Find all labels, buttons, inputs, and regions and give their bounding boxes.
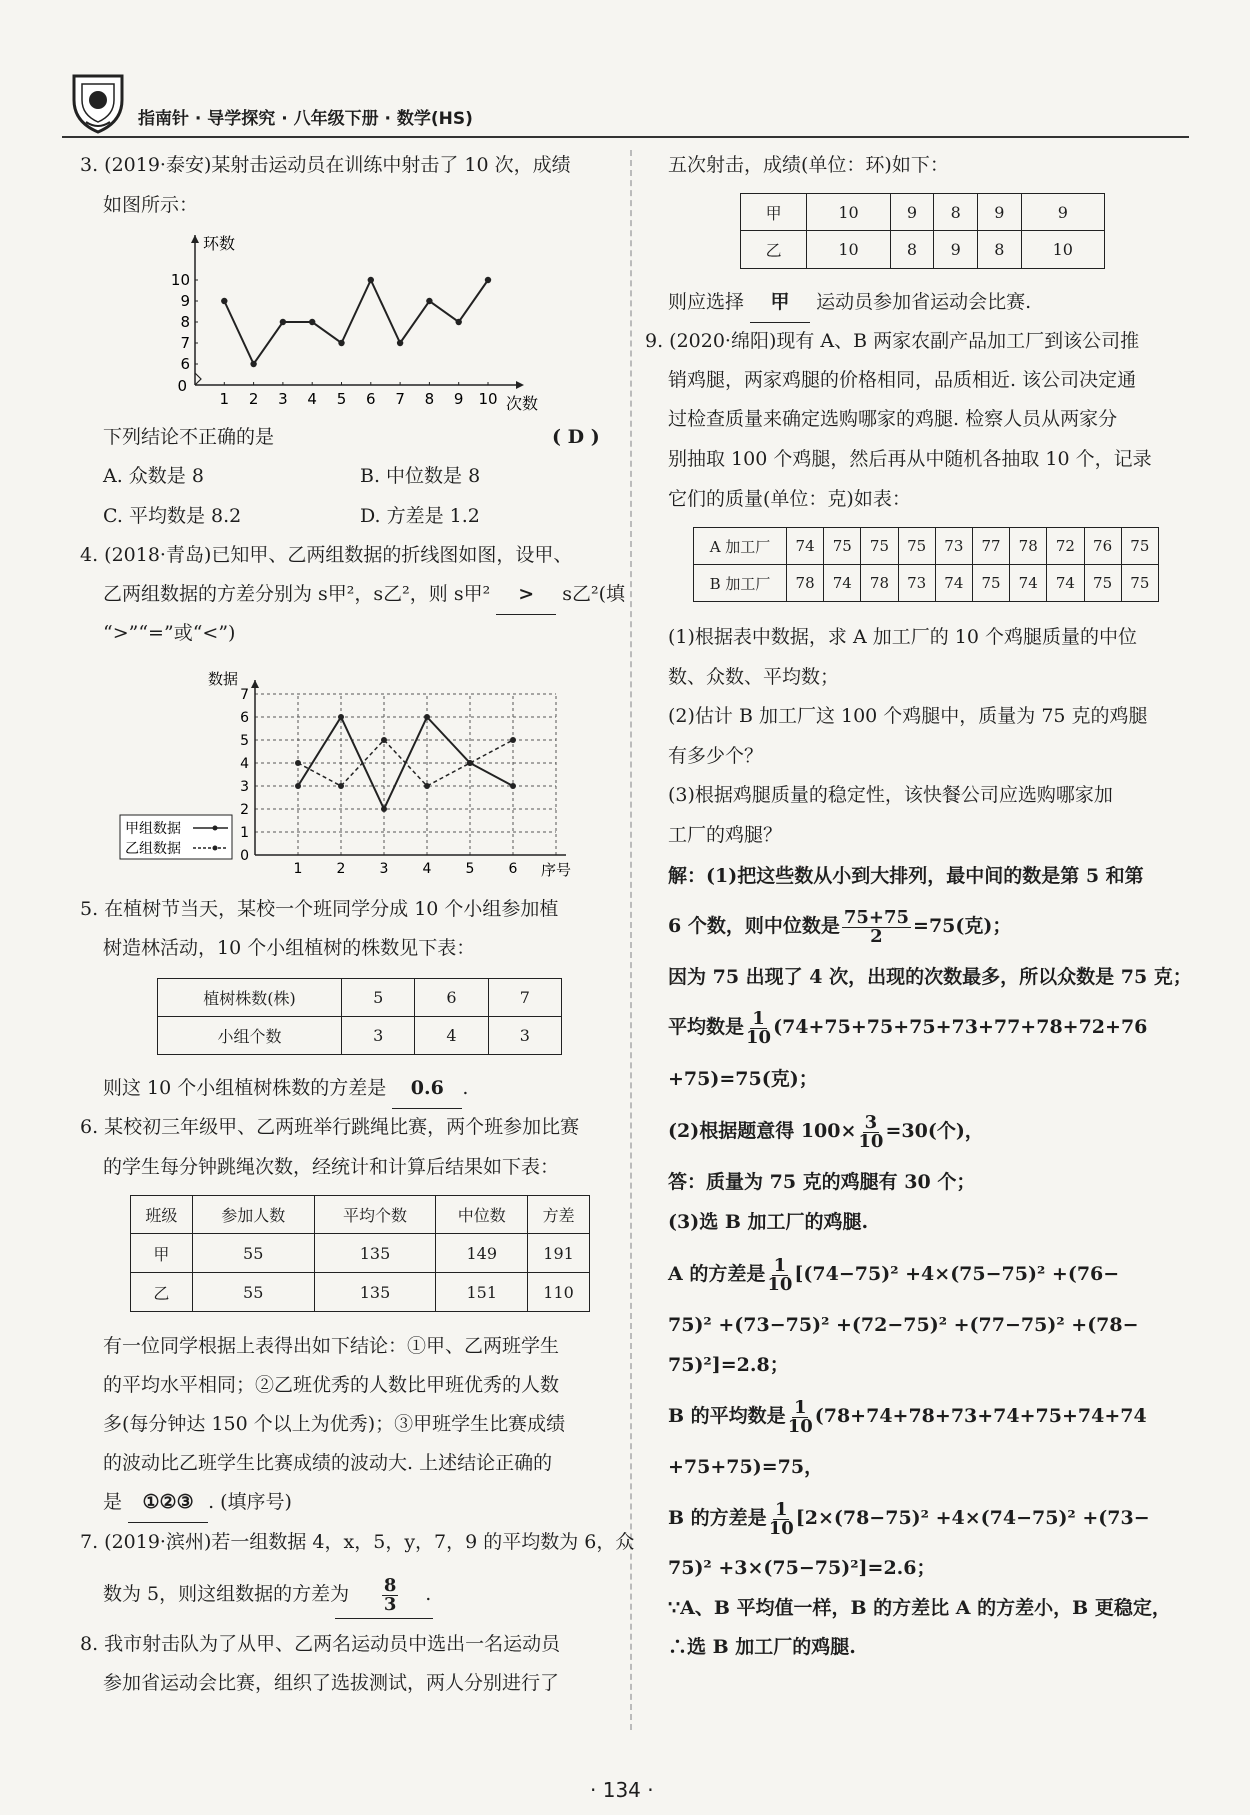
- series-point-yi: [467, 760, 473, 766]
- q9-solution-line: 解：(1)把这些数从小到大排列，最中间的数是第 5 和第: [668, 865, 1144, 887]
- y-axis-arrow: [251, 680, 259, 688]
- q9-solution-line: 答：质量为 75 克的鸡腿有 30 个；: [668, 1171, 976, 1193]
- q9-sol-fraction: [746, 1007, 772, 1048]
- q9-sol-text: 平均数是: [668, 1016, 745, 1038]
- q9-cell: B 加工厂: [694, 565, 787, 602]
- q9-cell: 73: [935, 528, 972, 565]
- q9-line: 过检查质量来确定选购哪家的鸡腿. 检察人员从两家分: [668, 408, 1118, 430]
- q8-stem-2: 参加省运动会比赛，组织了选拔测试，两人分别进行了: [103, 1672, 560, 1694]
- y-tick-label: 6: [180, 355, 190, 373]
- q6-para-4: 的波动比乙班学生比赛成绩的波动大. 上述结论正确的: [103, 1452, 553, 1474]
- q3-line-chart: [150, 230, 540, 415]
- x-tick-label: 3: [278, 390, 288, 408]
- x-tick-label: 6: [366, 390, 376, 408]
- q3-stem-2: 如图所示：: [103, 194, 199, 216]
- q5-end: .: [462, 1077, 469, 1099]
- q9-part: (1)根据表中数据，求 A 加工厂的 10 个鸡腿质量的中位: [668, 626, 1137, 648]
- q9-cell: 74: [824, 565, 861, 602]
- x-tick-label: 5: [465, 861, 475, 877]
- x-tick-label: 7: [395, 390, 405, 408]
- q6-table: [130, 1195, 590, 1312]
- q8-cell: 9: [890, 194, 934, 231]
- q6-para-5-end: . (填序号): [208, 1491, 292, 1513]
- q6-cell: 135: [314, 1273, 436, 1312]
- q9-sol-text: 6 个数，则中位数是: [668, 915, 840, 937]
- y-tick-label: 1: [240, 825, 249, 841]
- page-number-value: 134: [602, 1778, 641, 1802]
- q3-stem-1: 3. (2019·泰安)某射击运动员在训练中射击了 10 次，成绩: [80, 154, 571, 176]
- q5-cell: 3: [488, 1017, 561, 1055]
- q9-frac-num: 75+75: [843, 906, 910, 928]
- q9-part: (2)估计 B 加工厂这 100 个鸡腿中，质量为 75 克的鸡腿: [668, 705, 1148, 727]
- q8-question-text: 则应选择: [668, 291, 745, 313]
- header-title: 指南针 · 导学探究 · 八年级下册 · 数学(HS): [138, 109, 473, 129]
- q9-solution-line: +75)=75(克)；: [668, 1068, 818, 1090]
- series-point-jia: [295, 783, 301, 789]
- page-number: · 134 ·: [590, 1778, 654, 1802]
- q5-cell: 7: [488, 979, 561, 1017]
- score-point: [250, 361, 256, 367]
- shield-logo-icon: [68, 70, 128, 136]
- q7-answer-fraction: [382, 1574, 399, 1615]
- q7-frac-num: 8: [383, 1574, 397, 1596]
- q9-sol-fraction: [858, 1111, 884, 1152]
- score-point: [397, 340, 403, 346]
- y-tick-label: 4: [240, 756, 249, 772]
- q8-cell: 8: [934, 194, 978, 231]
- q4-stem-3: “>”“=”或“<”): [103, 622, 236, 644]
- q9-sol-text: =75(克)；: [913, 915, 1012, 937]
- score-point: [280, 319, 286, 325]
- q9-cell: 78: [787, 565, 824, 602]
- series-point-yi: [424, 783, 430, 789]
- q9-cell: 74: [1047, 565, 1084, 602]
- q9-solution-line: [668, 907, 1011, 946]
- q5-cell: 小组个数: [158, 1017, 342, 1055]
- y-axis-title: 数据: [207, 670, 239, 688]
- score-point: [456, 319, 462, 325]
- y-tick-label: 0: [240, 848, 249, 864]
- y-tick-label: 10: [170, 271, 190, 289]
- q9-sol-text: B 的方差是: [668, 1507, 767, 1529]
- q9-cell: 78: [861, 565, 898, 602]
- q6-stem-2: 的学生每分钟跳绳次数，经统计和计算后结果如下表：: [103, 1156, 560, 1178]
- y-tick-label: 5: [240, 733, 249, 749]
- q8-stem-1: 8. 我市射击队为了从甲、乙两名运动员中选出一名运动员: [80, 1633, 561, 1655]
- q6-para-5-text: 是: [103, 1491, 123, 1513]
- x-tick-label: 2: [336, 861, 346, 877]
- q9-solution-line: [668, 1255, 1119, 1294]
- q6-para-5: [103, 1483, 292, 1523]
- q8-question-end: 运动员参加省运动会比赛.: [816, 291, 1032, 313]
- q4-answer-blank: >: [496, 575, 556, 615]
- q9-solution-line: (3)选 B 加工厂的鸡腿.: [668, 1211, 869, 1233]
- q5-cell: 4: [415, 1017, 488, 1055]
- q9-part: 有多少个？: [668, 745, 764, 767]
- q9-sol-text: B 的平均数是: [668, 1405, 786, 1427]
- q9-solution-line: [668, 1008, 1147, 1047]
- q8-table: [740, 193, 1105, 269]
- q4-stem-2-text: 乙两组数据的方差分别为 s甲²，s乙²，则 s甲²: [103, 583, 491, 605]
- q9-sol-text: [(74−75)² +4×(75−75)² +(76−: [794, 1263, 1120, 1285]
- q6-cell: 55: [192, 1234, 314, 1273]
- q8-cell: 10: [1021, 231, 1104, 269]
- q8-cell: 乙: [741, 231, 807, 269]
- q5-cell: 5: [342, 979, 415, 1017]
- q6-para-2: 的平均水平相同；②乙班优秀的人数比甲班优秀的人数: [103, 1374, 560, 1396]
- q3-question: 下列结论不正确的是: [103, 426, 275, 448]
- q5-cell: 6: [415, 979, 488, 1017]
- x-tick-label: 4: [422, 861, 432, 877]
- series-line-yi: [298, 740, 513, 786]
- q9-cell: 77: [972, 528, 1009, 565]
- y-tick-label: 9: [180, 292, 190, 310]
- q9-cell: A 加工厂: [694, 528, 787, 565]
- q9-sol-text: A 的方差是: [668, 1263, 766, 1285]
- q9-sol-text: (74+75+75+75+73+77+78+72+76: [773, 1016, 1148, 1038]
- y-tick-label: 8: [180, 313, 190, 331]
- score-point: [338, 340, 344, 346]
- q9-sol-text: (2)根据题意得 100×: [668, 1120, 857, 1142]
- q8-cell: 8: [890, 231, 934, 269]
- q5-table: [157, 978, 562, 1055]
- header-rule: [62, 136, 1189, 138]
- x-axis-title: 序号: [541, 861, 572, 879]
- q9-cell: 75: [1121, 528, 1158, 565]
- q9-cell: 74: [787, 528, 824, 565]
- legend-marker-jia: [213, 826, 218, 831]
- q9-solution-line: +75+75)=75，: [668, 1456, 824, 1478]
- q9-solution-line: ∴选 B 加工厂的鸡腿.: [668, 1636, 856, 1658]
- q9-part: 数、众数、平均数；: [668, 666, 840, 688]
- legend-label-jia: 甲组数据: [125, 821, 181, 837]
- q6-cell: 135: [314, 1234, 436, 1273]
- q9-solution-line: 75)² +(73−75)² +(72−75)² +(77−75)² +(78−: [668, 1314, 1139, 1336]
- q9-frac-den: 10: [767, 1273, 793, 1295]
- q9-table: [693, 527, 1159, 602]
- q9-sol-text: (78+74+78+73+74+75+74+74: [814, 1405, 1147, 1427]
- x-tick-label: 1: [219, 390, 230, 408]
- q8-cell: 10: [807, 231, 890, 269]
- x-tick-label: 9: [453, 390, 464, 408]
- q7-stem-2-text: 数为 5，则这组数据的方差为: [103, 1583, 350, 1605]
- q6-stem-1: 6. 某校初三年级甲、乙两班举行跳绳比赛，两个班参加比赛: [80, 1116, 580, 1138]
- x-tick-label: 6: [508, 861, 518, 877]
- q8-cell: 8: [977, 231, 1021, 269]
- q9-frac-den: 10: [768, 1517, 794, 1539]
- q9-cell: 74: [1010, 565, 1047, 602]
- x-tick-label: 10: [478, 390, 498, 408]
- q9-cell: 75: [1084, 565, 1121, 602]
- x-tick-label: 3: [379, 861, 389, 877]
- score-point: [485, 277, 491, 283]
- q9-line: 销鸡腿，两家鸡腿的价格相同，品质相近. 该公司决定通: [668, 369, 1137, 391]
- q3-option-a: A. 众数是 8: [103, 465, 204, 487]
- q4-line-chart: [110, 655, 585, 890]
- q9-cell: 72: [1047, 528, 1084, 565]
- series-point-jia: [338, 714, 344, 720]
- q5-question-text: 则这 10 个小组植树株数的方差是: [103, 1077, 387, 1099]
- x-tick-label: 8: [424, 390, 435, 408]
- q9-solution-line: 75)²]=2.8；: [668, 1354, 789, 1376]
- q5-cell: 3: [342, 1017, 415, 1055]
- q6-header-cell: 方差: [528, 1196, 590, 1234]
- q7-answer-blank: [355, 1575, 425, 1614]
- q5-stem-1: 5. 在植树节当天，某校一个班同学分成 10 个小组参加植: [80, 898, 559, 920]
- q9-frac-den: 2: [870, 925, 883, 947]
- q4-stem-2-end: s乙²(填: [562, 583, 626, 605]
- q4-stem-2: [103, 575, 625, 615]
- q9-sol-fraction: [842, 906, 911, 947]
- q9-frac-den: 10: [787, 1415, 813, 1437]
- q7-stem-2: [103, 1575, 431, 1614]
- q9-cell: 78: [1010, 528, 1047, 565]
- q9-line: 它们的质量(单位：克)如表：: [668, 488, 911, 510]
- axis-break: [195, 373, 201, 385]
- q9-frac-num: 1: [773, 1254, 787, 1276]
- q9-frac-num: 3: [864, 1111, 878, 1133]
- y-tick-label: 3: [240, 779, 249, 795]
- x-axis-arrow: [516, 381, 524, 389]
- q8-cell: 9: [977, 194, 1021, 231]
- q7-frac-den: 3: [383, 1593, 397, 1615]
- q8-stem-3: 五次射击，成绩(单位：环)如下：: [668, 154, 949, 176]
- q6-cell: 乙: [131, 1273, 193, 1312]
- series-point-jia: [510, 783, 516, 789]
- series-point-jia: [381, 806, 387, 812]
- q5-cell: 植树株数(株): [158, 979, 342, 1017]
- q9-sol-fraction: [767, 1254, 793, 1295]
- x-axis-title: 次数: [506, 394, 539, 413]
- score-point: [426, 298, 432, 304]
- q8-cell: 9: [1021, 194, 1104, 231]
- q9-part: (3)根据鸡腿质量的稳定性，该快餐公司应选购哪家加: [668, 784, 1113, 806]
- series-point-jia: [424, 714, 430, 720]
- q6-cell: 110: [528, 1273, 590, 1312]
- origin-label: 0: [177, 377, 187, 395]
- q3-option-b: B. 中位数是 8: [360, 465, 481, 487]
- q9-cell: 75: [824, 528, 861, 565]
- q4-stem-1: 4. (2018·青岛)已知甲、乙两组数据的折线图如图，设甲、: [80, 544, 573, 566]
- q6-para-3: 多(每分钟达 150 个以上为优秀)；③甲班学生比赛成绩: [103, 1413, 566, 1435]
- x-tick-label: 5: [336, 390, 347, 408]
- q9-solution-line: 因为 75 出现了 4 次，出现的次数最多，所以众数是 75 克；: [668, 966, 1192, 988]
- q6-para-1: 有一位同学根据上表得出如下结论：①甲、乙两班学生: [103, 1335, 560, 1357]
- q9-sol-text: [2×(78−75)² +4×(74−75)² +(73−: [795, 1507, 1150, 1529]
- series-point-yi: [510, 737, 516, 743]
- q6-cell: 151: [436, 1273, 528, 1312]
- q3-answer: ( D ): [552, 426, 600, 448]
- q6-header-cell: 班级: [131, 1196, 193, 1234]
- y-axis-arrow: [191, 235, 199, 243]
- score-point: [221, 298, 227, 304]
- series-point-yi: [295, 760, 301, 766]
- x-tick-label: 2: [248, 390, 259, 408]
- q9-frac-num: 1: [793, 1396, 807, 1418]
- legend-marker-yi: [213, 846, 218, 851]
- legend-label-yi: 乙组数据: [125, 841, 181, 857]
- q6-header-cell: 平均个数: [314, 1196, 436, 1234]
- q9-cell: 76: [1084, 528, 1121, 565]
- x-tick-label: 4: [307, 390, 317, 408]
- q9-frac-den: 10: [858, 1130, 884, 1152]
- q9-cell: 73: [898, 565, 935, 602]
- q5-question: [103, 1069, 468, 1109]
- q9-solution-line: 75)² +3×(75−75)²]=2.6；: [668, 1557, 936, 1579]
- q9-cell: 75: [972, 565, 1009, 602]
- q9-line: 9. (2020·绵阳)现有 A、B 两家农副产品加工厂到该公司推: [645, 330, 1140, 352]
- q8-cell: 10: [807, 194, 890, 231]
- q9-solution-line: ∵A、B 平均值一样，B 的方差比 A 的方差小，B 更稳定，: [668, 1597, 1171, 1619]
- q7-answer-underline: [335, 1618, 433, 1619]
- score-line: [224, 280, 488, 364]
- y-tick-label: 2: [240, 802, 249, 818]
- q9-frac-num: 1: [774, 1498, 788, 1520]
- q9-cell: 74: [935, 565, 972, 602]
- q6-cell: 149: [436, 1234, 528, 1273]
- q9-line: 别抽取 100 个鸡腿，然后再从中随机各抽取 10 个，记录: [668, 448, 1152, 470]
- q9-part: 工厂的鸡腿？: [668, 824, 783, 846]
- q8-question: [668, 283, 1031, 323]
- q7-end: .: [425, 1583, 432, 1605]
- q6-cell: 55: [192, 1273, 314, 1312]
- q9-frac-num: 1: [752, 1007, 765, 1029]
- score-point: [368, 277, 374, 283]
- q9-sol-fraction: [787, 1396, 813, 1437]
- q9-solution-line: [668, 1499, 1150, 1538]
- q9-sol-text: =30(个)，: [885, 1120, 984, 1142]
- q6-answer-blank: ①②③: [128, 1483, 208, 1523]
- q5-answer-blank: 0.6: [392, 1069, 462, 1109]
- q6-header-cell: 中位数: [436, 1196, 528, 1234]
- q6-header-cell: 参加人数: [192, 1196, 314, 1234]
- q9-sol-fraction: [768, 1498, 794, 1539]
- q5-stem-2: 树造林活动，10 个小组植树的株数见下表：: [103, 937, 476, 959]
- series-point-yi: [381, 737, 387, 743]
- column-divider: [630, 150, 632, 1730]
- q6-cell: 191: [528, 1234, 590, 1273]
- y-tick-label: 6: [240, 710, 249, 726]
- score-point: [309, 319, 315, 325]
- q9-cell: 75: [1121, 565, 1158, 602]
- q8-answer-blank: 甲: [750, 283, 810, 323]
- q9-frac-den: 10: [746, 1026, 772, 1048]
- q9-cell: 75: [898, 528, 935, 565]
- q8-cell: 甲: [741, 194, 807, 231]
- q9-solution-line: [668, 1397, 1147, 1436]
- q8-cell: 9: [934, 231, 978, 269]
- q9-solution-line: [668, 1112, 984, 1151]
- q3-option-c: C. 平均数是 8.2: [103, 505, 242, 527]
- q6-cell: 甲: [131, 1234, 193, 1273]
- y-tick-label: 7: [180, 334, 190, 352]
- y-tick-label: 7: [240, 687, 249, 703]
- q7-stem-1: 7. (2019·滨州)若一组数据 4，x，5，y，7，9 的平均数为 6，众: [80, 1531, 635, 1553]
- x-tick-label: 1: [293, 861, 303, 877]
- y-axis-title: 环数: [203, 234, 236, 253]
- q3-option-d: D. 方差是 1.2: [360, 505, 480, 527]
- q9-cell: 75: [861, 528, 898, 565]
- series-point-yi: [338, 783, 344, 789]
